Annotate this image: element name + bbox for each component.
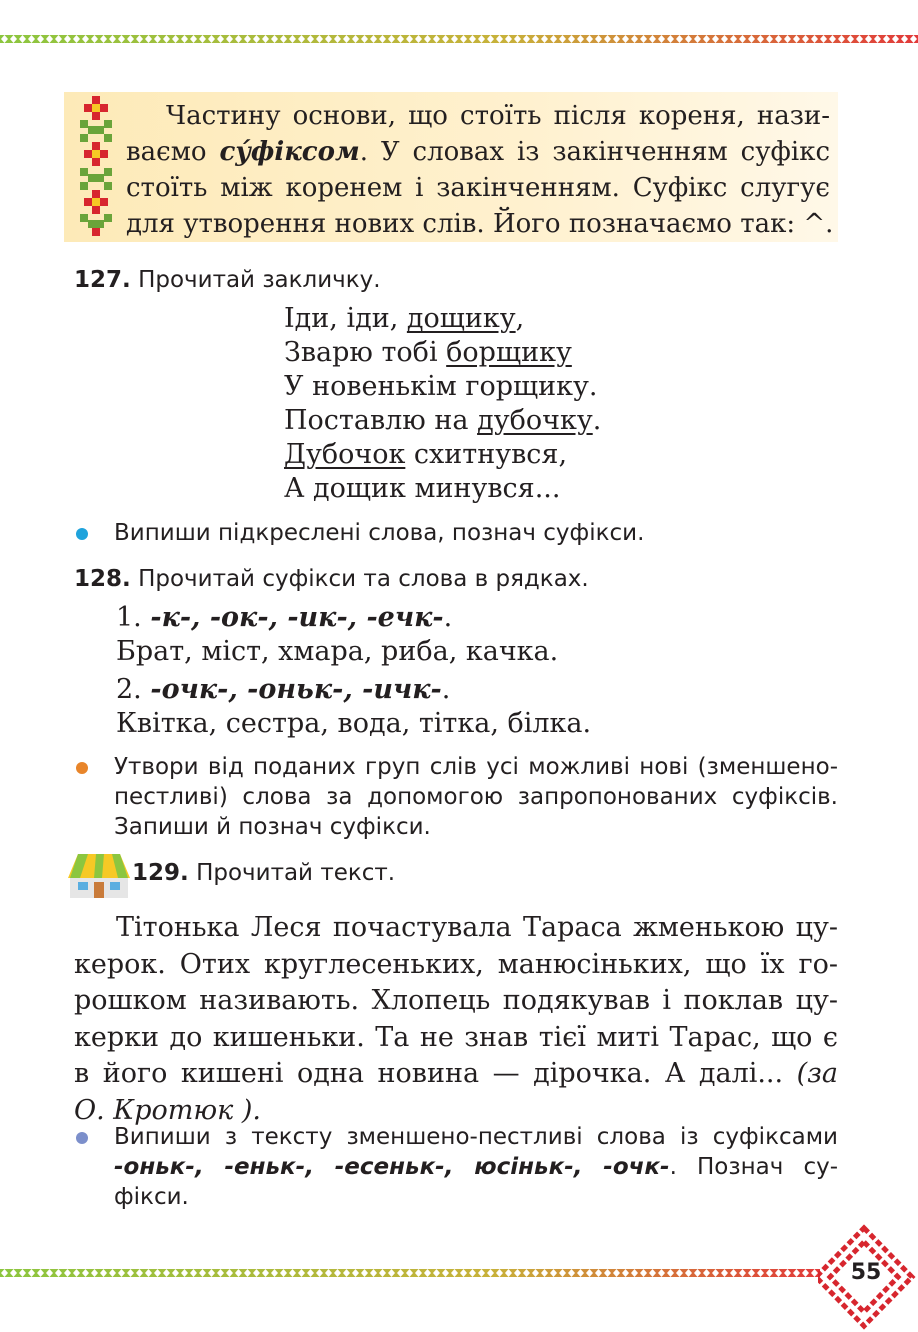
poem-text: Поставлю на <box>284 405 478 436</box>
rule-line-3: стоїть між коренем і закінченням. Суфікс слугує <box>126 173 830 203</box>
suffix-row-2: 2. -очк-, -оньк-, -ичк-. <box>116 674 451 705</box>
underlined-word: Дубочок <box>284 439 406 470</box>
bottom-ornament-border <box>0 1266 820 1280</box>
underlined-word: борщику <box>446 337 572 368</box>
task-128-number: 128. <box>74 566 131 592</box>
instruction-line: пестливі) слова за допомогою запропонованих суфіксів. <box>114 784 838 810</box>
source-prefix: (за <box>796 1058 838 1089</box>
story-line: керки до кишеньки. Та не знав тієї миті Тарас, що є <box>74 1021 838 1053</box>
task-129-number: 129. <box>132 860 189 886</box>
instruction-line: Запиши й познач суфікси. <box>114 814 431 840</box>
rule-line-4-text: для утворення нових слів. Його позначаємо так: <box>126 209 796 239</box>
poem-line <box>284 404 601 438</box>
underlined-word: дубочку <box>477 405 593 436</box>
words-row-1: Брат, міст, хмара, риба, качка. <box>116 636 559 667</box>
poem-line <box>284 302 601 336</box>
poem-text: А дощик минувся... <box>284 473 561 504</box>
suffix-list: -к-, -ок-, -ик-, -ечк- <box>150 602 444 633</box>
instruction-line: Утвори від поданих груп слів усі можливі нові (зменшено- <box>114 754 838 780</box>
rule-line-2-start: ваємо <box>126 137 207 167</box>
bullet-blue-icon <box>76 528 88 540</box>
poem-line <box>284 472 601 506</box>
rule-line-2-end: . У словах із закінченням суфікс <box>359 137 831 167</box>
underlined-word: дощику <box>406 303 516 334</box>
poem <box>284 302 601 506</box>
instruction-line <box>114 1152 838 1182</box>
rule-line-1: Частину основи, що стоїть після кореня, нази- <box>166 101 830 131</box>
suffix-list: -оньк-, -еньк-, -есеньк-, юсіньк-, -очк- <box>114 1154 670 1180</box>
words-row-2: Квітка, сестра, вода, тітка, білка. <box>116 708 592 739</box>
task-127-number: 127. <box>74 267 131 293</box>
instruction-line: Випиши з тексту зменшено-пестливі слова із суфіксами <box>114 1124 838 1150</box>
story-author: О. Кротюк ). <box>74 1094 261 1126</box>
row-number: 2. <box>116 674 142 705</box>
suffix-row-1: 1. -к-, -ок-, -ик-, -ечк-. <box>116 602 453 633</box>
poem-line <box>284 336 601 370</box>
task-127-heading <box>74 265 381 295</box>
poem-text: , <box>515 303 525 334</box>
story-text <box>74 910 838 1129</box>
suffix-list: -очк-, -оньк-, -ичк- <box>150 674 442 705</box>
house-icon <box>66 852 132 900</box>
poem-text: У новенькім горщику. <box>284 371 598 402</box>
poem-text: Зварю тобі <box>284 337 447 368</box>
page-number: 55 <box>850 1260 882 1285</box>
folk-ornament-icon <box>72 92 120 242</box>
task-129-heading <box>132 858 395 888</box>
task-129-title: Прочитай текст. <box>196 860 396 886</box>
rule-term: су́фіксом <box>219 137 360 167</box>
rule-text <box>126 98 834 242</box>
task-129-instruction <box>114 1122 838 1212</box>
bullet-violet-icon <box>76 1132 88 1144</box>
rule-line-4 <box>126 206 834 242</box>
story-line: Тітонька Леся почастувала Тараса жменькою цу- <box>116 912 838 943</box>
task-128-heading <box>74 564 589 594</box>
row-number: 1. <box>116 602 142 633</box>
task-127-title: Прочитай закличку. <box>138 267 381 293</box>
story-line <box>74 1056 838 1093</box>
task-128-instruction <box>114 752 838 842</box>
poem-text: . <box>592 405 602 436</box>
story-line: рошком називають. Хлопець подякував і поклав цу- <box>74 985 838 1016</box>
suffix-symbol: ^. <box>803 209 834 239</box>
poem-line <box>284 370 601 404</box>
poem-text: Іди, іди, <box>284 303 407 334</box>
task-128-title: Прочитай суфікси та слова в рядках. <box>138 566 589 592</box>
story-line: керок. Отих круглесеньких, манюсіньких, що їх го- <box>74 948 838 980</box>
story-text-part: в його кишені одна новина — дірочка. А далі... <box>74 1058 784 1089</box>
rule-line-2 <box>126 134 830 170</box>
task-127-instruction: Випиши підкреслені слова, познач суфікси. <box>114 520 645 546</box>
poem-line <box>284 438 601 472</box>
poem-text: схитнувся, <box>405 439 568 470</box>
bullet-orange-icon <box>76 762 88 774</box>
top-ornament-border <box>0 32 918 46</box>
instruction-line: фікси. <box>114 1184 189 1210</box>
instruction-text: . Познач су- <box>669 1154 838 1180</box>
